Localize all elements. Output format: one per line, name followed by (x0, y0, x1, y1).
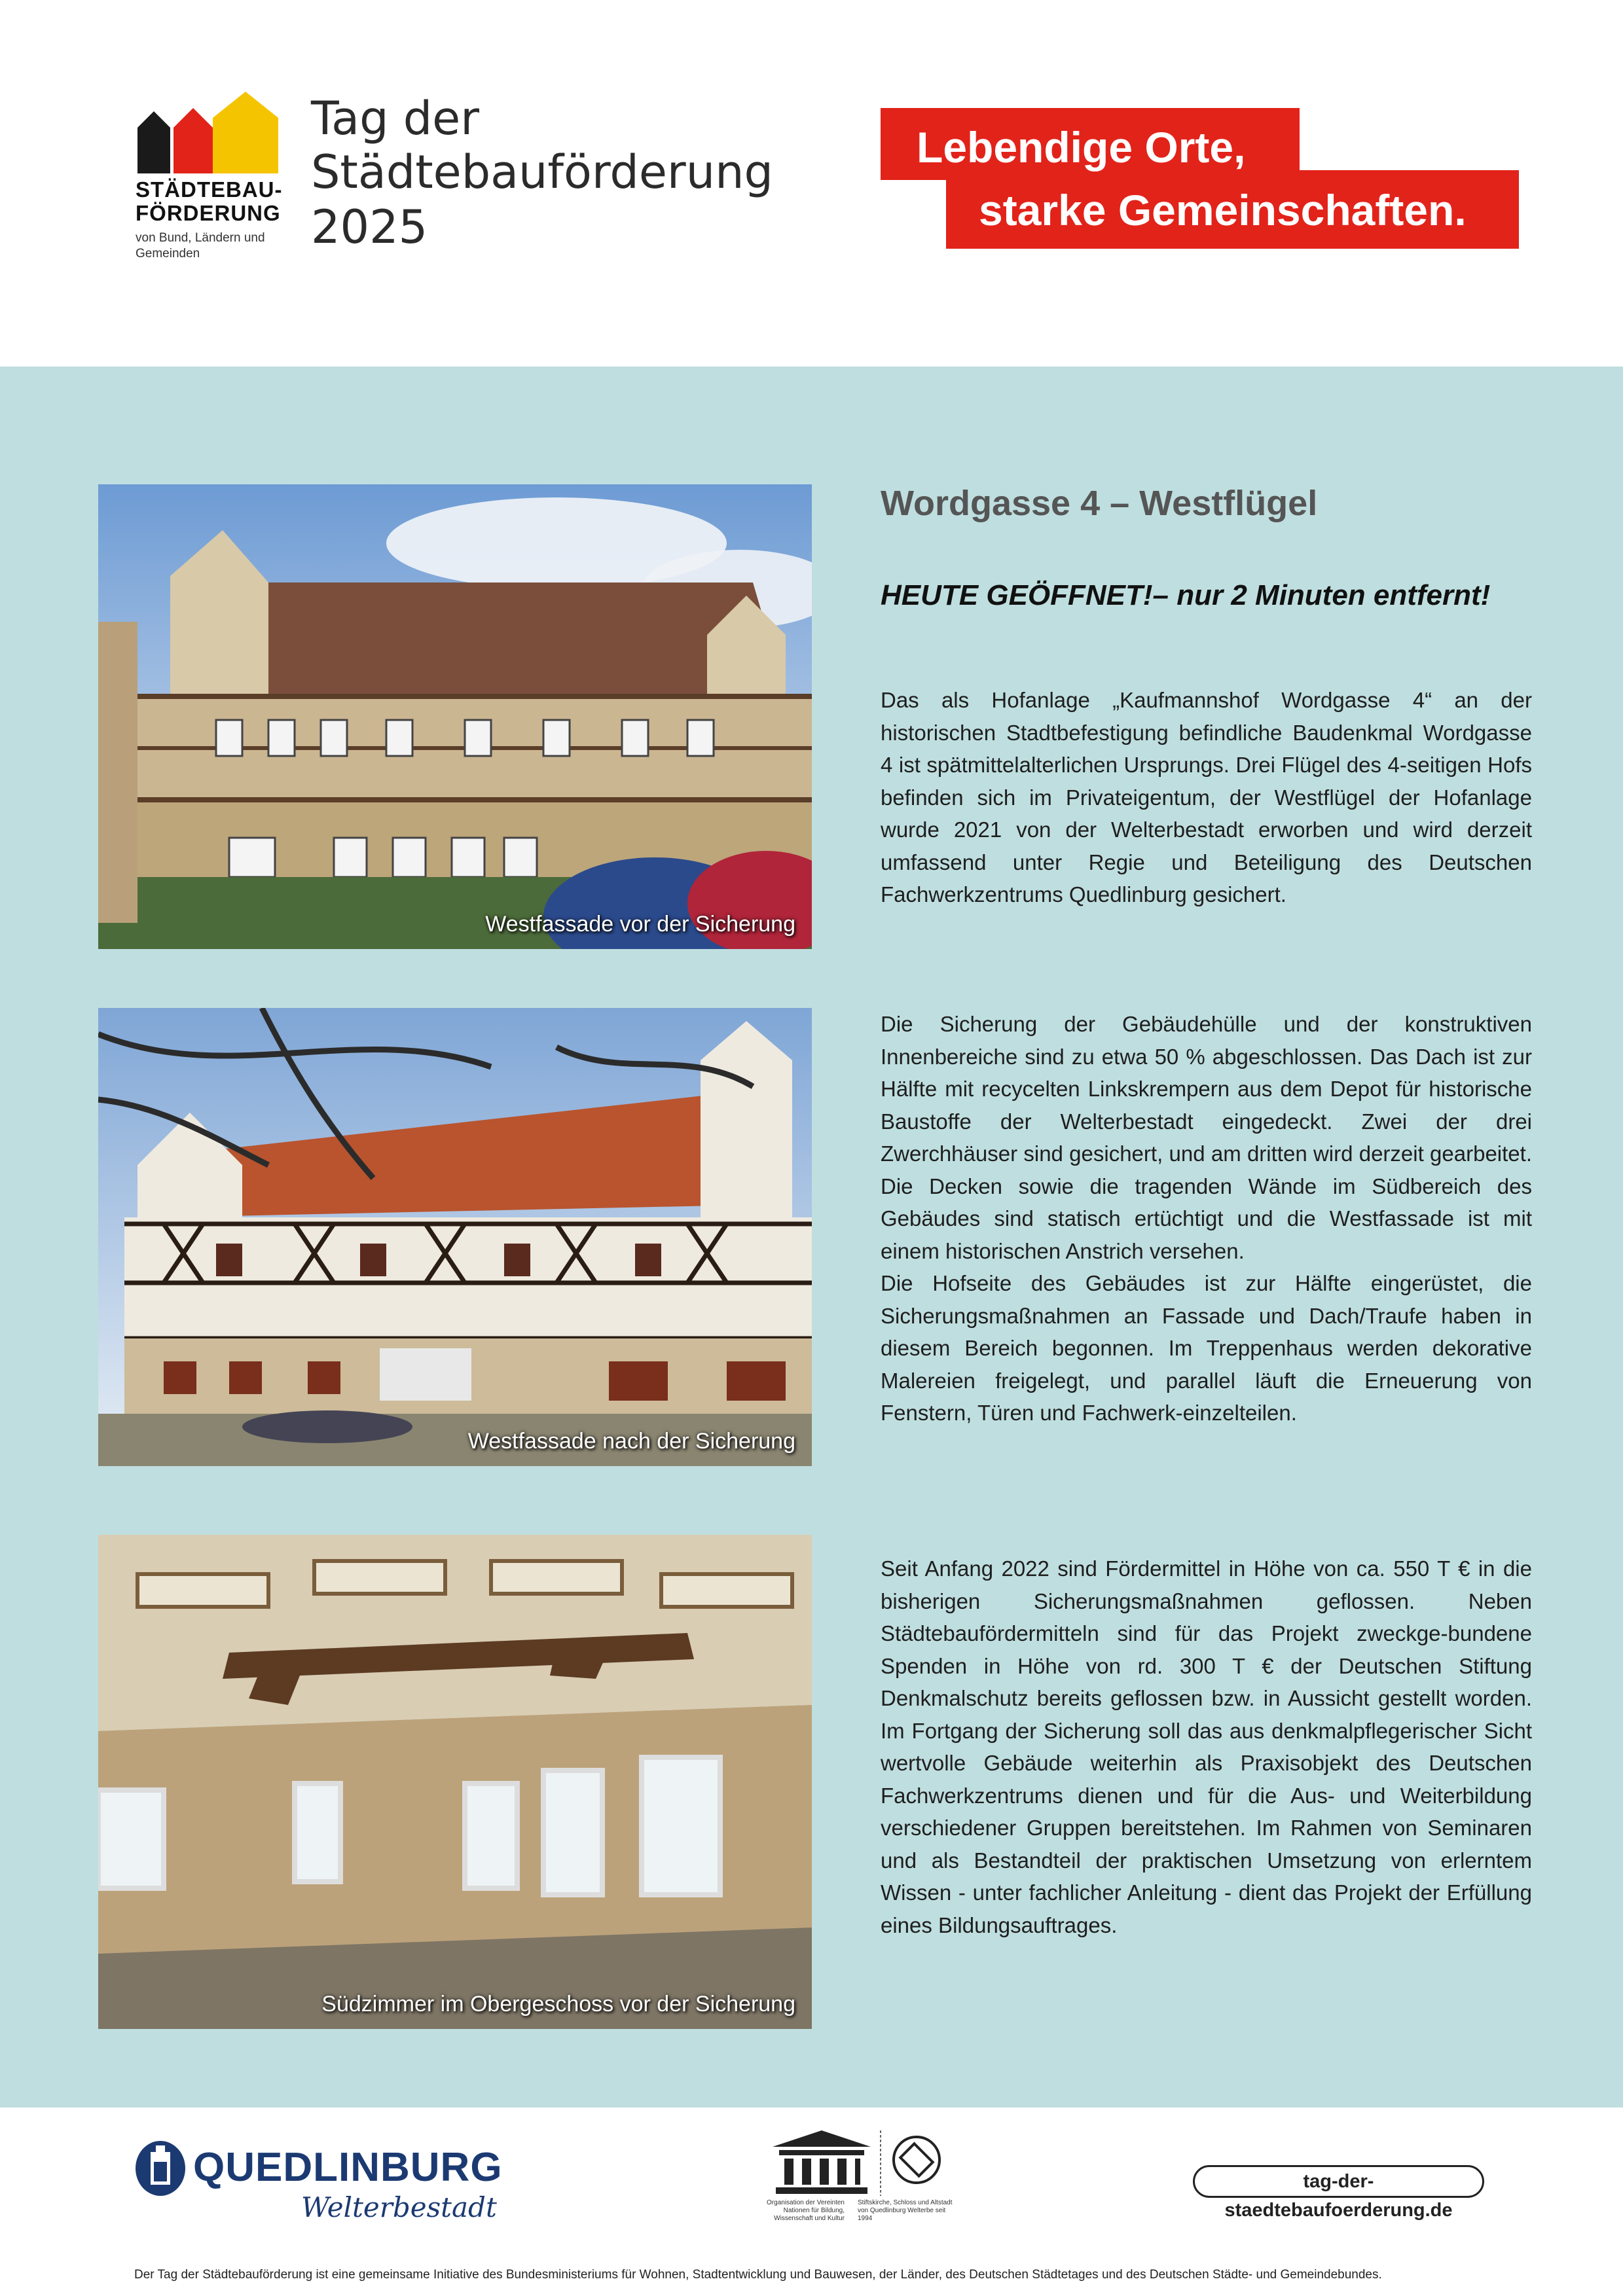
photo-suedzimmer (98, 1535, 812, 2029)
staedtebaufoerderung-houses-logo-icon (134, 92, 282, 177)
page-header (0, 0, 1623, 367)
paragraph-progress-part-2: Die Hofseite des Gebäudes ist zur Hälfte eingerüstet, die Sicherungsmaßnahmen an Fassade und Dach/Traufe haben in diesem Bereich begonnen. Im Treppenhaus werden dekorative Malereien freigelegt, und parallel läuft die Erneuerung von Fenstern, Türen und Fachwerk-einzelteilen. (881, 1271, 1532, 1425)
logo-line-2: FÖRDERUNG (136, 201, 281, 225)
paragraph-funding: Seit Anfang 2022 sind Fördermittel in Höhe von ca. 550 T € in die bisherigen Sicherungsmaßnahmen geflossen. Neben Städtebaufördermitteln sind für das Projekt zweckge-bundene Spenden in Höhe von rd. 300 T € der Deutschen Stiftung Denkmalschutz bereits geflossen bzw. in Aussicht gestellt worden. Im Fortgang der Sicherung soll das aus denkmalpflegerischer Sicht wertvolle Gebäude weiterhin als Praxisobjekt des Deutschen Fachwerkzentrums dienen und für die Aus- und Weiterbildung verschiedener Gruppen bereitstehen. Im Rahmen von Seminaren und als Bestandteil der praktischen Umsetzung von erlerntem Wissen - unter fachlicher Anleitung - dient das Projekt der Erfüllung eines Bildungsauftrages. (881, 1556, 1532, 1937)
event-title-line-1: Tag der (311, 92, 480, 145)
article-heading: Wordgasse 4 – Westflügel (881, 484, 1318, 523)
slogan-banner (881, 108, 1522, 252)
paragraph-progress-part-1: Die Sicherung der Gebäudehülle und der konstruktiven Innenbereiche sind zu etwa 50 % abgeschlossen. Das Dach ist zur Hälfte mit recycelten Linkskrempern aus dem Depot für historische Baustoffe der Welterbestadt eingedeckt. Zwei der drei Zwerchhäuser sind gesichert, und am dritten wird derzeit gearbeitet. Die Decken sowie die tragenden Wände im Südbereich des Gebäudes sind statisch ertüchtigt und die Westfassade ist mit einem historischen Anstrich versehen. (881, 1012, 1532, 1263)
unesco-site-text: Stiftskirche, Schloss und Altstadt von Quedlinburg Welterbe seit 1994 (858, 2199, 953, 2222)
page-footer (0, 2108, 1623, 2296)
quedlinburg-subtitle: Welterbestadt (301, 2191, 497, 2223)
initiative-note: Der Tag der Städtebauförderung ist eine gemeinsame Initiative des Bundesministeriums für Wohnen, Stadtentwicklung und Bauwesen, der Länder, des Deutschen Städtetages und des Deutschen Städte- und Gemeindebundes. (134, 2268, 1382, 2282)
unesco-temple-icon (746, 2127, 962, 2199)
event-title (311, 92, 773, 255)
quedlinburg-name: QUEDLINBURG (193, 2145, 503, 2190)
building-photo-icon (98, 1008, 812, 1466)
staedtebaufoerderung-logo-text (136, 178, 286, 262)
photo-westfassade-nach (98, 1008, 812, 1466)
photo-caption: Westfassade nach der Sicherung (467, 1429, 795, 1454)
logo-line-3: von Bund, Ländern und Gemeinden (136, 231, 265, 260)
interior-photo-icon (98, 1535, 812, 2029)
main-content (0, 367, 1623, 2108)
event-title-line-2: Städtebauförderung (311, 145, 773, 199)
article-subheading: HEUTE GEÖFFNET!– nur 2 Minuten entfernt! (881, 579, 1491, 611)
slogan-line-1: Lebendige Orte, (917, 123, 1246, 171)
photo-caption: Westfassade vor der Sicherung (485, 912, 795, 937)
website-url-link[interactable]: tag-der-staedtebaufoerderung.de (1193, 2165, 1484, 2198)
logo-line-1: STÄDTEBAU- (136, 177, 283, 202)
event-title-year: 2025 (311, 200, 428, 254)
photo-westfassade-vor (98, 484, 812, 949)
unesco-logo-block (746, 2127, 962, 2245)
paragraph-history: Das als Hofanlage „Kaufmannshof Wordgasse 4“ an der historischen Stadtbefestigung befindliche Baudenkmal Wordgasse 4 ist spätmittelalterlichen Ursprungs. Drei Flügel des 4-seitigen Hofs befinden sich im Privateigentum, der Westflügel der Hofanlage wurde 2021 von der Welterbestadt erworben und wird derzeit umfassend unter Regie und Beteiligung des Deutschen Fachwerkzentrums Quedlinburg gesichert. (881, 688, 1532, 906)
paragraph-progress (881, 1008, 1532, 1429)
photo-caption: Südzimmer im Obergeschoss vor der Sicherung (321, 1992, 795, 2017)
quedlinburg-crest-icon (134, 2139, 187, 2198)
building-photo-icon (98, 484, 812, 949)
slogan-line-2: starke Gemeinschaften. (979, 186, 1467, 234)
unesco-org-text: Organisation der Vereinten Nationen für Bildung, Wissenschaft und Kultur (767, 2199, 845, 2222)
